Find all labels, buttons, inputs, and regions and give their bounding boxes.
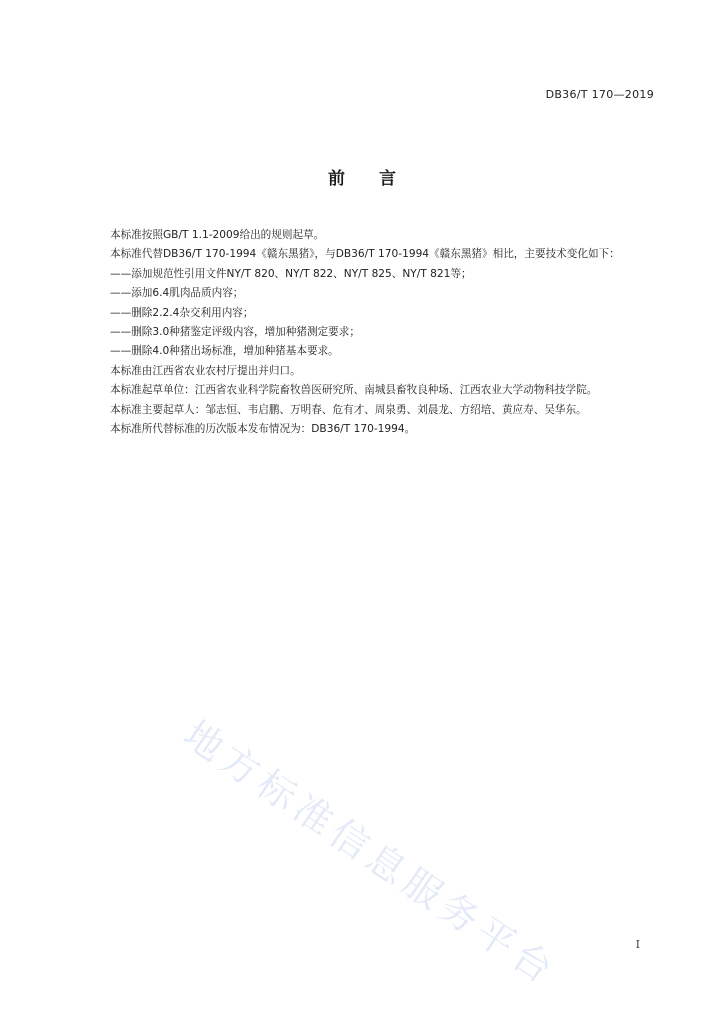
change-item: ——添加6.4肌肉品质内容； bbox=[110, 287, 244, 300]
watermark: 地方标准信息服务平台 bbox=[175, 712, 566, 995]
paragraph-version-history: 本标准所代替标准的历次版本发布情况为：DB36/T 170-1994。 bbox=[110, 423, 416, 436]
standard-code: DB36/T 170—2019 bbox=[545, 88, 654, 101]
paragraph-replacement: 本标准代替DB36/T 170-1994《赣东黑猪》，与DB36/T 170-1994《赣东黑猪》相比，主要技术变化如下： bbox=[110, 248, 620, 261]
change-item: ——删除3.0种猪鉴定评级内容，增加种猪测定要求； bbox=[110, 326, 360, 339]
foreword-body bbox=[89, 226, 659, 439]
paragraph-drafting-rules: 本标准按照GB/T 1.1-2009给出的规则起草。 bbox=[110, 229, 325, 241]
paragraph-drafting-units: 本标准起草单位：江西省农业科学院畜牧兽医研究所、南城县畜牧良种场、江西农业大学动物科技学院。 bbox=[110, 384, 598, 397]
change-item: ——添加规范性引用文件NY/T 820、NY/T 822、NY/T 825、NY/T 821等； bbox=[110, 267, 472, 280]
page-number: I bbox=[635, 938, 640, 951]
change-item: ——删除2.2.4杂交利用内容； bbox=[110, 306, 254, 319]
paragraph-proposer: 本标准由江西省农业农村厅提出并归口。 bbox=[110, 364, 301, 377]
change-item: ——删除4.0种猪出场标准，增加种猪基本要求。 bbox=[110, 345, 339, 358]
page-title: 前言 bbox=[328, 169, 430, 189]
paragraph-drafters: 本标准主要起草人：邹志恒、韦启鹏、万明春、危有才、周泉勇、刘晨龙、方绍培、黄应寿、吴华东。 bbox=[110, 403, 587, 416]
